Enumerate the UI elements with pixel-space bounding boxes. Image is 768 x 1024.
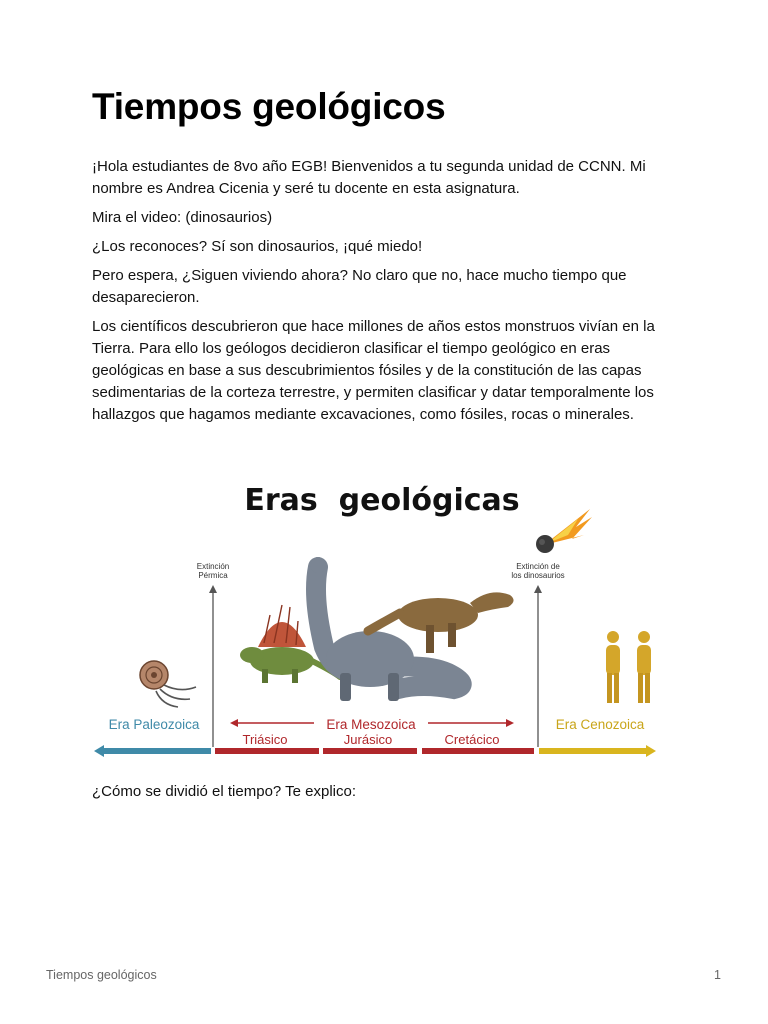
ammonite-icon xyxy=(140,661,196,707)
paragraph-video: Mira el video: (dinosaurios) xyxy=(92,209,273,226)
extinction-dinosaurs-label-2: los dinosaurios xyxy=(511,571,565,580)
paragraph-disappeared: Pero espera, ¿Siguen viviendo ahora? No claro que no, hace mucho tiempo que desaparecieron. xyxy=(92,267,627,306)
page-title: Tiempos geológicos xyxy=(92,86,446,127)
paragraph-question: ¿Los reconoces? Sí son dinosaurios, ¡qué miedo! xyxy=(92,238,423,255)
figure-heading: Eras geológicas xyxy=(244,483,520,518)
era-paleozoic-label: Era Paleozoica xyxy=(108,717,200,732)
era-mesozoic-label: Era Mesozoica xyxy=(326,717,416,732)
extinction-permian-label-1: Extinción xyxy=(196,562,230,571)
footer-title: Tiempos geológicos xyxy=(46,968,157,982)
eras-figure xyxy=(92,447,676,761)
extinction-permian-label-2: Pérmica xyxy=(198,571,228,580)
period-triassic-label: Triásico xyxy=(242,732,288,747)
paragraph-scientists: Los científicos descubrieron que hace millones de años estos monstruos vivían en la Tierra. Para ello los geólogos decidieron clasificar el tiempo geológico en eras geológicas en base a sus descubrimientos fósiles y de la constitución de las capas sedimentarias de la corteza terrestre, y permiten clasificar y datar temporalmente los hallazgos que hagamos mediante excavaciones, como fósiles, rocas o minerales. xyxy=(92,318,655,423)
eras-illustration xyxy=(92,447,676,761)
meteor-icon xyxy=(536,509,592,553)
page-number: 1 xyxy=(714,968,721,982)
era-cenozoic-label: Era Cenozoica xyxy=(555,717,645,732)
intro-text xyxy=(92,156,682,433)
extinction-dinosaurs-label-1: Extinción de xyxy=(516,562,560,571)
paragraph-explain: ¿Cómo se dividió el tiempo? Te explico: xyxy=(92,783,357,800)
paragraph-greeting: ¡Hola estudiantes de 8vo año EGB! Bienvenidos a tu segunda unidad de CCNN. Mi nombre es Andrea Cicenia y seré tu docente en esta asignatura. xyxy=(92,158,646,197)
period-jurassic-label: Jurásico xyxy=(343,732,393,747)
humans-icon xyxy=(606,631,651,703)
period-cretaceous-label: Cretácico xyxy=(444,732,500,747)
extinction-permian-marker xyxy=(197,562,229,747)
